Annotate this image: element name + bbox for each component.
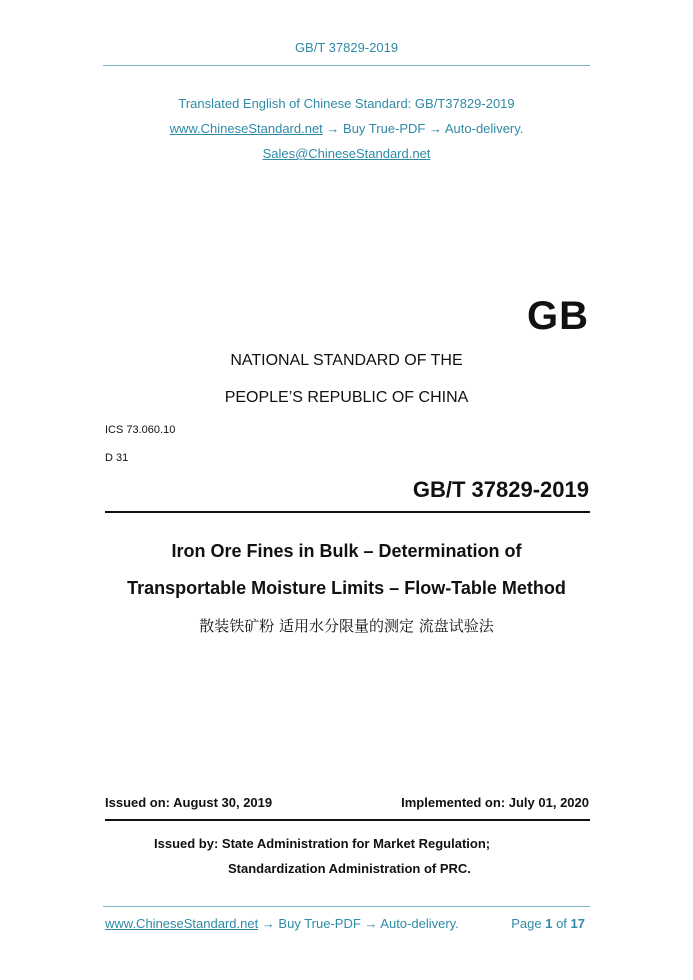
email-link[interactable]: Sales@ChineseStandard.net: [262, 146, 431, 161]
page-current: 1: [545, 916, 553, 931]
standard-number: GB/T 37829-2019: [412, 477, 589, 502]
notice-email-line: [0, 146, 693, 161]
gb-mark: GB: [527, 294, 589, 338]
page-label: Page: [511, 916, 542, 931]
title-line1: Iron Ore Fines in Bulk – Determination of: [171, 541, 522, 561]
buy-text: → Buy True-PDF → Auto-delivery.: [322, 121, 524, 136]
implemented-on: Implemented on: July 01, 2020: [401, 795, 589, 810]
footer-divider: [103, 906, 590, 907]
page-of: of: [556, 916, 567, 931]
issued-by-line2: Standardization Administration of PRC.: [228, 861, 471, 876]
ccs-code: D 31: [105, 452, 129, 464]
page-indicator: [511, 916, 585, 931]
site-link[interactable]: www.ChineseStandard.net: [169, 121, 323, 136]
translation-notice: Translated English of Chinese Standard: GB/T37829-2019: [178, 96, 515, 111]
dates-divider: [105, 819, 590, 821]
header-divider: [103, 65, 590, 66]
issued-on: Issued on: August 30, 2019: [105, 795, 273, 810]
notice-purchase-line: [0, 121, 693, 136]
national-standard-line2: PEOPLE’S REPUBLIC OF CHINA: [224, 389, 469, 406]
number-divider: [105, 511, 590, 513]
issued-by-line1: Issued by: State Administration for Market Regulation;: [154, 836, 491, 851]
ics-code: ICS 73.060.10: [105, 424, 176, 436]
footer-buy-text: → Buy True-PDF → Auto-delivery.: [258, 916, 459, 931]
national-standard-line1: NATIONAL STANDARD OF THE: [230, 352, 463, 369]
page-total: 17: [570, 916, 585, 931]
title-chinese: 散装铁矿粉 适用水分限量的测定 流盘试验法: [199, 617, 494, 635]
running-header: GB/T 37829-2019: [294, 40, 399, 55]
title-line2: Transportable Moisture Limits – Flow-Table Method: [127, 578, 566, 598]
footer-site-link[interactable]: www.ChineseStandard.net: [105, 916, 259, 931]
footer-purchase-line: [105, 916, 459, 931]
